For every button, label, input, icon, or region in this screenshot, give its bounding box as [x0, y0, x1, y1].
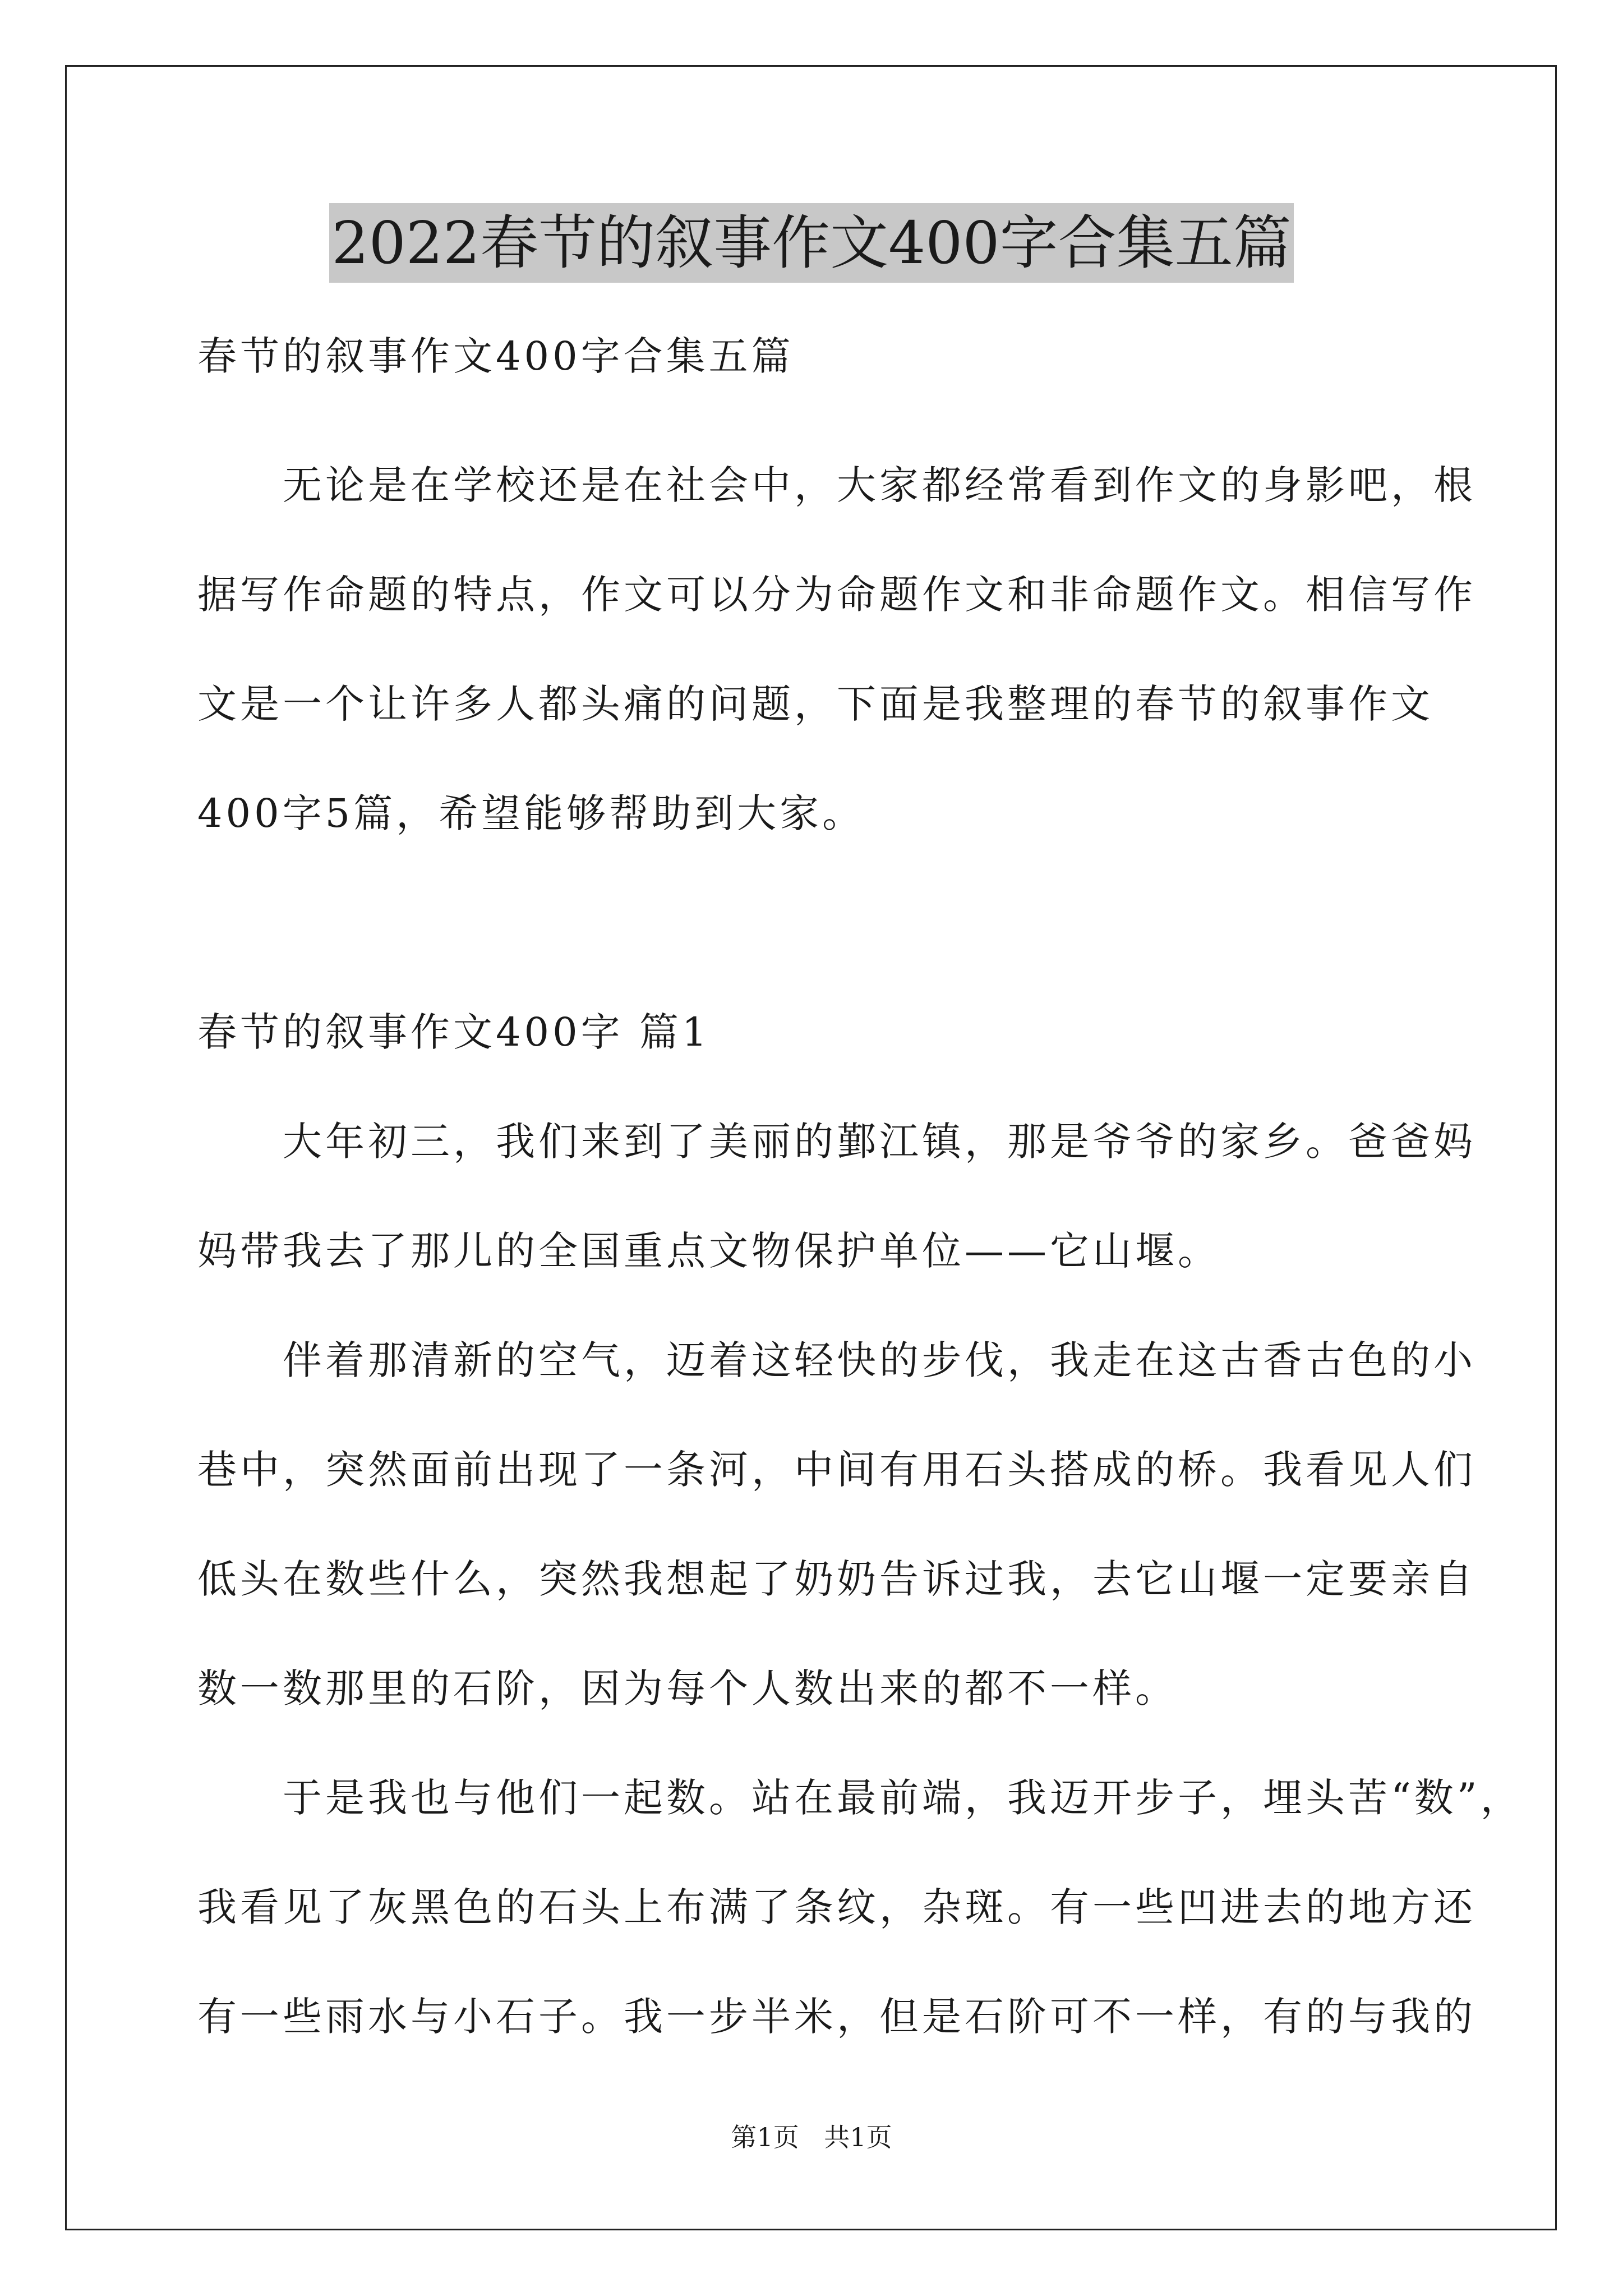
page-footer: 第1页 共1页 — [731, 2122, 892, 2152]
paragraph-line: 低头在数些什么，突然我想起了奶奶告诉过我，去它山堰一定要亲自 — [197, 1556, 1476, 1602]
title-container — [0, 203, 1623, 283]
paragraph-line: 有一些雨水与小石子。我一步半米，但是石阶可不一样，有的与我的 — [197, 1994, 1476, 2040]
paragraph-line: 数一数那里的石阶，因为每个人数出来的都不一样。 — [197, 1665, 1178, 1711]
paragraph-line: 妈带我去了那儿的全国重点文物保护单位——它山堰。 — [197, 1228, 1220, 1274]
paragraph-line: 我看见了灰黑色的石头上布满了条纹，杂斑。有一些凹进去的地方还 — [197, 1884, 1476, 1930]
document-title: 2022春节的叙事作文400字合集五篇 — [329, 203, 1293, 283]
paragraph-line: 无论是在学校还是在社会中，大家都经常看到作文的身影吧，根 — [197, 462, 1476, 508]
paragraph-line: 巷中，突然面前出现了一条河，中间有用石头搭成的桥。我看见人们 — [197, 1447, 1476, 1493]
subtitle-line: 春节的叙事作文400字合集五篇 — [197, 333, 794, 379]
paragraph-line: 400字5篇，希望能够帮助到大家。 — [197, 790, 865, 836]
paragraph-line: 大年初三，我们来到了美丽的鄞江镇，那是爷爷的家乡。爸爸妈 — [197, 1119, 1476, 1165]
section-heading: 春节的叙事作文400字 篇1 — [197, 1009, 711, 1055]
paragraph-line: 伴着那清新的空气，迈着这轻快的步伐，我走在这古香古色的小 — [197, 1337, 1476, 1383]
paragraph-line: 于是我也与他们一起数。站在最前端，我迈开步子，埋头苦“数”， — [197, 1775, 1523, 1821]
paragraph-line: 文是一个让许多人都头痛的问题，下面是我整理的春节的叙事作文 — [197, 681, 1433, 727]
paragraph-line: 据写作命题的特点，作文可以分为命题作文和非命题作文。相信写作 — [197, 572, 1476, 618]
